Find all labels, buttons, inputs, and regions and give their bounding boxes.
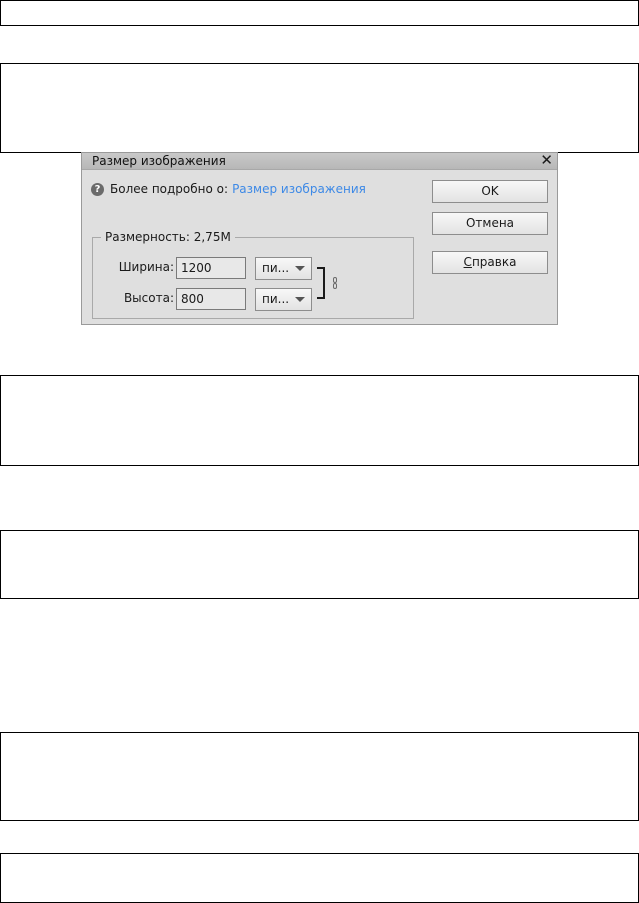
width-label: Ширина:	[118, 260, 174, 274]
dimensions-legend: Размерность: 2,75M	[101, 230, 235, 244]
dimensions-group	[92, 237, 414, 319]
help-row	[91, 181, 366, 197]
image-size-dialog	[81, 152, 558, 325]
empty-frame-5	[0, 732, 639, 821]
help-prefix-text: Более подробно о:	[110, 182, 229, 196]
chevron-down-icon	[295, 297, 305, 302]
height-input[interactable]: 800	[176, 288, 246, 310]
empty-frame-3	[0, 375, 639, 466]
cancel-button[interactable]: Отмена	[432, 212, 548, 235]
width-input[interactable]: 1200	[176, 257, 246, 279]
constrain-bracket	[317, 267, 325, 299]
height-label: Высота:	[123, 291, 174, 305]
empty-frame-2	[0, 63, 639, 153]
height-unit-value: пи...	[262, 292, 290, 306]
empty-frame-6	[0, 853, 639, 903]
empty-frame-4	[0, 530, 639, 599]
help-link[interactable]: Размер изображения	[232, 182, 366, 196]
dialog-titlebar	[82, 153, 557, 170]
empty-frame-1	[0, 0, 639, 26]
ok-button[interactable]: OK	[432, 180, 548, 203]
close-icon[interactable]: ✕	[540, 151, 553, 169]
width-unit-value: пи...	[262, 261, 290, 275]
height-unit-select[interactable]	[255, 288, 312, 311]
width-unit-select[interactable]	[255, 257, 312, 280]
dialog-title: Размер изображения	[92, 154, 226, 168]
help-button[interactable]: Справка	[432, 251, 548, 274]
chevron-down-icon	[295, 266, 305, 271]
help-icon: ?	[91, 183, 104, 196]
link-chain-icon[interactable]	[333, 277, 337, 289]
